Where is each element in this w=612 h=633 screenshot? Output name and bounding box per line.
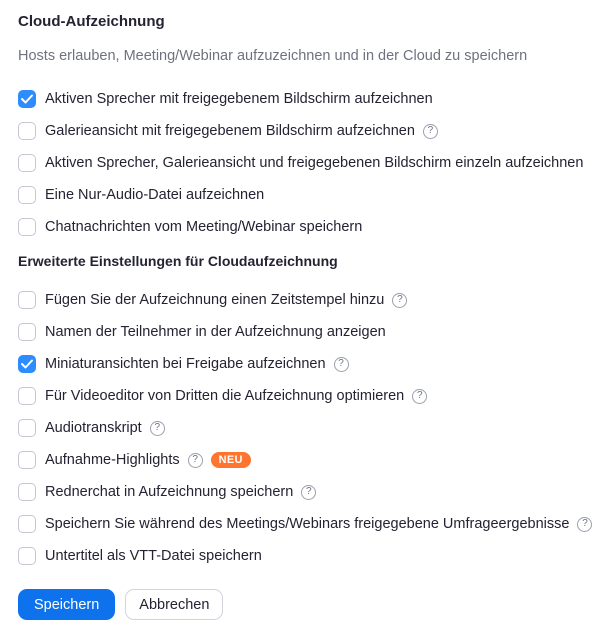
advanced-options-group <box>18 291 594 565</box>
help-icon[interactable]: ? <box>412 389 427 404</box>
checkbox-label: Miniaturansichten bei Freigabe aufzeichnen <box>45 356 326 372</box>
checkbox-label: Aufnahme-Highlights <box>45 452 180 468</box>
checkbox[interactable] <box>18 387 36 405</box>
checkbox-row[interactable] <box>18 90 594 108</box>
checkbox[interactable] <box>18 323 36 341</box>
checkbox-label: Fügen Sie der Aufzeichnung einen Zeitstempel hinzu <box>45 292 385 308</box>
action-buttons <box>18 589 594 620</box>
checkbox[interactable] <box>18 419 36 437</box>
help-icon[interactable]: ? <box>392 293 407 308</box>
checkbox-row[interactable] <box>18 547 594 565</box>
checkbox[interactable] <box>18 218 36 236</box>
checkbox[interactable] <box>18 451 36 469</box>
checkbox-row[interactable] <box>18 122 594 140</box>
help-icon[interactable]: ? <box>334 357 349 372</box>
help-icon[interactable]: ? <box>150 421 165 436</box>
checkbox-row[interactable] <box>18 154 594 172</box>
help-icon[interactable]: ? <box>423 124 438 139</box>
checkbox-label: Untertitel als VTT-Datei speichern <box>45 548 262 564</box>
checkbox-row[interactable] <box>18 291 594 309</box>
checkbox-label: Speichern Sie während des Meetings/Webinars freigegebene Umfrageergebnisse <box>45 516 570 532</box>
checkbox-row[interactable] <box>18 515 594 533</box>
neu-badge: NEU <box>211 452 251 468</box>
checkbox-row[interactable] <box>18 218 594 236</box>
checkbox-label: Audiotranskript <box>45 420 142 436</box>
checkbox[interactable] <box>18 483 36 501</box>
checkbox[interactable] <box>18 547 36 565</box>
checkbox-row[interactable] <box>18 483 594 501</box>
advanced-settings-heading: Erweiterte Einstellungen für Cloudaufzeichnung <box>18 253 338 269</box>
cancel-button[interactable]: Abbrechen <box>125 589 223 620</box>
checkbox-row[interactable] <box>18 451 594 469</box>
save-button[interactable]: Speichern <box>18 589 115 620</box>
checkbox-row[interactable] <box>18 323 594 341</box>
checkbox[interactable] <box>18 122 36 140</box>
checkbox[interactable] <box>18 291 36 309</box>
checkbox[interactable] <box>18 355 36 373</box>
checkbox-label: Rednerchat in Aufzeichnung speichern <box>45 484 294 500</box>
checkbox-label: Chatnachrichten vom Meeting/Webinar speichern <box>45 219 363 235</box>
help-icon[interactable]: ? <box>188 453 203 468</box>
checkbox-label: Für Videoeditor von Dritten die Aufzeichnung optimieren <box>45 388 405 404</box>
page-subtitle: Hosts erlauben, Meeting/Webinar aufzuzeichnen und in der Cloud zu speichern <box>18 48 528 64</box>
checkbox[interactable] <box>18 154 36 172</box>
checkbox-label: Namen der Teilnehmer in der Aufzeichnung anzeigen <box>45 324 386 340</box>
checkbox-row[interactable] <box>18 186 594 204</box>
checkbox-row[interactable] <box>18 419 594 437</box>
help-icon[interactable]: ? <box>301 485 316 500</box>
checkbox[interactable] <box>18 515 36 533</box>
checkbox[interactable] <box>18 90 36 108</box>
recording-options-group <box>18 90 594 236</box>
help-icon[interactable]: ? <box>577 517 592 532</box>
checkbox-row[interactable] <box>18 387 594 405</box>
checkbox-label: Aktiven Sprecher mit freigegebenem Bildschirm aufzeichnen <box>45 91 433 107</box>
checkbox-label: Aktiven Sprecher, Galerieansicht und freigegebenen Bildschirm einzeln aufzeichnen <box>45 155 584 171</box>
checkbox[interactable] <box>18 186 36 204</box>
page-title: Cloud-Aufzeichnung <box>18 13 165 30</box>
checkbox-row[interactable] <box>18 355 594 373</box>
checkbox-label: Galerieansicht mit freigegebenem Bildschirm aufzeichnen <box>45 123 415 139</box>
checkbox-label: Eine Nur-Audio-Datei aufzeichnen <box>45 187 265 203</box>
